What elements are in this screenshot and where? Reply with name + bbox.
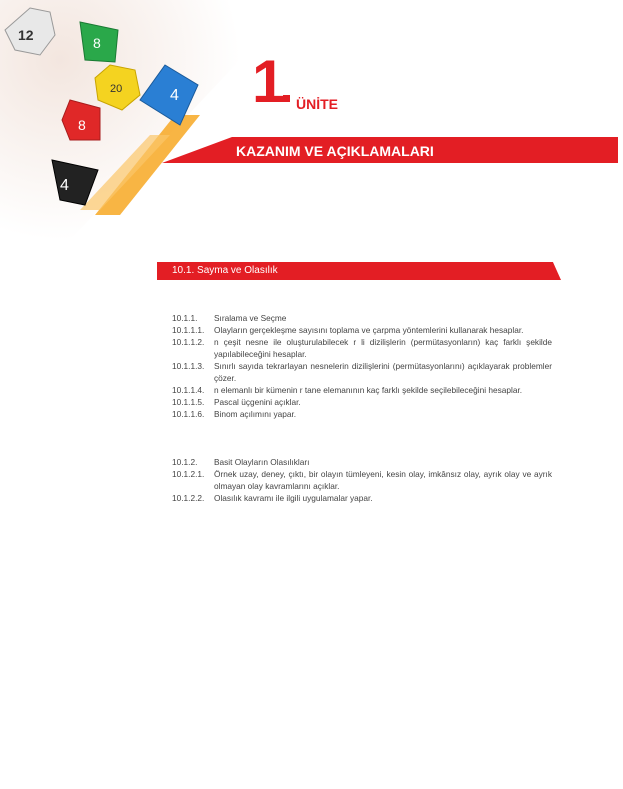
svg-text:4: 4 [60, 177, 69, 194]
outcome-row [172, 360, 552, 384]
outcome-row [172, 408, 552, 420]
outcome-text: Olayların gerçekleşme sayısını toplama ve çarpma yöntemlerini kullanarak hesaplar. [214, 325, 524, 335]
outcome-row [172, 336, 552, 360]
unit-number-dot [283, 95, 290, 102]
outcome-group-2 [172, 456, 552, 504]
outcome-row [172, 396, 552, 408]
outcome-code: 10.1.1.6. [172, 409, 205, 419]
outcome-text: Olasılık kavramı ile ilgili uygulamalar yapar. [214, 493, 373, 503]
outcome-group-1 [172, 312, 552, 420]
outcome-text: n elemanlı bir kümenin r tane elemanının kaç farklı şekilde seçilebileceğini hesaplar. [214, 385, 523, 395]
outcome-text: Binom açılımını yapar. [214, 409, 297, 419]
svg-text:8: 8 [78, 117, 86, 133]
outcome-code: 10.1.1.2. [172, 337, 205, 347]
banner-title: KAZANIM VE AÇIKLAMALARI [236, 143, 434, 159]
outcome-row [172, 492, 552, 504]
outcome-code: 10.1.2.2. [172, 493, 205, 503]
outcome-code: 10.1.2.1. [172, 469, 205, 479]
outcome-text: Örnek uzay, deney, çıktı, bir olayın tümleyeni, kesin olay, imkânsız olay, ayrık olay ve ayrık olmayan olay kavramlarını açıklar. [214, 469, 552, 491]
section-title: 10.1. Sayma ve Olasılık [172, 265, 278, 276]
outcome-text: Basit Olayların Olasılıkları [214, 457, 310, 467]
outcome-code: 10.1.1.5. [172, 397, 205, 407]
outcome-code: 10.1.1.4. [172, 385, 205, 395]
group-spacer [172, 420, 552, 456]
outcome-row [172, 384, 552, 396]
outcome-text: Sıralama ve Seçme [214, 313, 287, 323]
svg-text:8: 8 [93, 35, 101, 51]
outcome-row [172, 456, 552, 468]
red-die-icon [62, 100, 100, 140]
dice-illustration [0, 0, 240, 240]
outcome-row [172, 324, 552, 336]
outcome-text: n çeşit nesne ile oluşturulabilecek r li dizilişlerin (permütasyonların) kaç farklı şekilde yapılabileceğini hesaplar. [214, 337, 552, 359]
outcome-row [172, 312, 552, 324]
svg-text:20: 20 [110, 83, 123, 95]
svg-text:12: 12 [18, 27, 34, 43]
outcome-text: Sınırlı sayıda tekrarlayan nesnelerin dizilişlerini (permütasyonlarını) açıklayarak problemler çözer. [214, 361, 552, 383]
outcome-code: 10.1.1.1. [172, 325, 205, 335]
outcome-row [172, 468, 552, 492]
unit-label: ÜNİTE [296, 96, 338, 112]
outcome-text: Pascal üçgenini açıklar. [214, 397, 301, 407]
unit-number: 1 [252, 48, 284, 115]
outcome-code: 10.1.2. [172, 457, 198, 467]
outcome-code: 10.1.1.3. [172, 361, 205, 371]
outcome-code: 10.1.1. [172, 313, 198, 323]
svg-text:4: 4 [170, 87, 179, 104]
outcome-list [172, 312, 552, 504]
